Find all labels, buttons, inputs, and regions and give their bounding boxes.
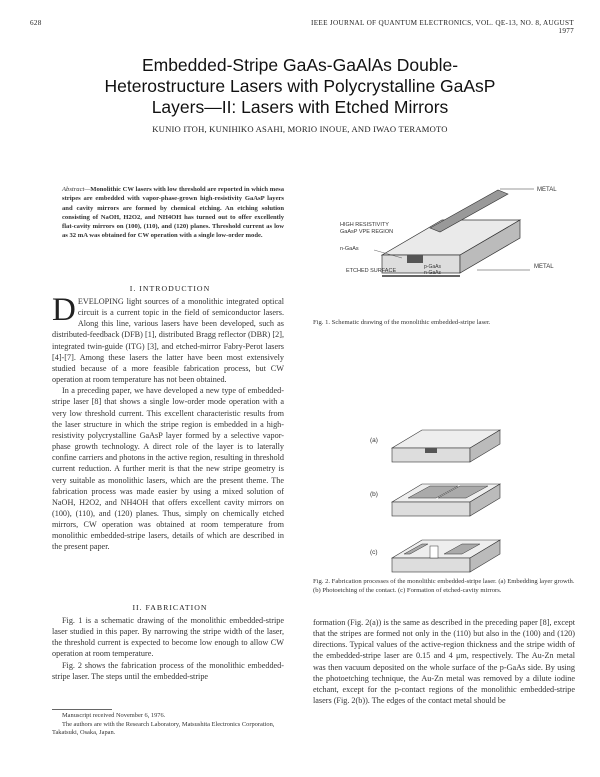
fabrication-paragraph-2: Fig. 2 shows the fabrication process of the monolithic embedded-stripe laser. The steps until the embedded-stripe (52, 660, 284, 681)
fig2a-stripe (425, 448, 437, 453)
fig2-label-a: (a) (370, 437, 378, 444)
paper-title (40, 55, 560, 118)
title-line-2: Heterostructure Lasers with Polycrystalline GaAsP (104, 76, 496, 96)
fig1-label-metal-bottom: METAL (534, 264, 554, 270)
title-line-3: Layers—II: Lasers with Etched Mirrors (151, 97, 449, 117)
footnote-affiliation: The authors are with the Research Laboratory, Matsushita Electronics Corporation, Takatsuki, Osaka, Japan. (52, 720, 275, 737)
footnote (52, 709, 284, 738)
drop-cap: D (52, 292, 76, 328)
section-heading-introduction: I. INTRODUCTION (129, 284, 211, 293)
fig2-label-b: (b) (370, 491, 378, 498)
intro-paragraph-2: In a preceding paper, we have developed a new type of embedded-stripe laser [8] that shows a single low-order mode operation with a very low threshold current. This excellent characteristic results from the laser structure in which the stripe region is embedded in a high-resistivity polycrystalline GaAsP layer formed by a selective vapor-phase growth technology. A direct role of the layer is to laterally confine carriers and photons in the active region, resulting in threshold current reduction. A further merit is that the new stripe geometry is very suitable as monolithic lasers, which are the present theme. The fabrication process was made easier by using a mixed solution of NaOH, H2O2, and NH4OH that offers excellent cavity mirrors on (100), (110), and (120) planes. Thus, simply on chemically etched mirrors, CW operation was obtained at room temperature from monolithic embedded-stripe lasers, details of which are described in the present paper. (52, 386, 284, 552)
fig2b-front (392, 502, 470, 516)
fig1-label-ngaas2: n-GaAs (424, 270, 441, 276)
section-heading-fabrication: II. FABRICATION (132, 603, 208, 612)
figure-1-laser-schematic (312, 180, 572, 310)
figure-1-caption: Fig. 1. Schematic drawing of the monolithic embedded-stripe laser. (313, 319, 491, 326)
abstract-text: Monolithic CW lasers with low threshold are reported in which mesa stripes are embedded with vapor-phase-grown high-resistivity GaAsP layers and cavity mirrors are formed by chemical etching. An etching solution consisting of NaOH, H2O2, and NH4OH has turned out to offer excellently flat-cavity mirrors on (100), (110), and (120) planes. Threshold current as low as 32 mA was obtained for CW operation with a single low-order mode. (62, 186, 284, 240)
fig1-label-high-res: HIGH RESISTIVITY (340, 222, 389, 228)
fig1-label-ngaas: n-GaAs (340, 246, 359, 252)
fig1-label-pgaas: p-GaAs (424, 264, 441, 270)
intro-paragraph-1: EVELOPING light sources of a monolithic integrated optical circuit is a current topic in the field of semiconductor lasers. Along this line, various lasers have been developed, such as distributed-feedback (DFB) [1], distributed Bragg reflector (DBR) [2], integrated twin-guide (ITG) [3], and etched-mirror Fabry-Perot lasers [4]-[7]. Among these lasers the latter have been most extensively studied because of a more feasible fabrication process, but CW operation at room temperature has not been obtained. (52, 297, 284, 385)
page-number: 628 (30, 19, 42, 27)
fig2c-front (392, 558, 470, 572)
fabrication-paragraph-1: Fig. 1 is a schematic drawing of the monolithic embedded-stripe laser studied in this paper. By narrowing the stripe width of the laser, the threshold current is expected to become low enough to allow CW operation at room temperature. (52, 616, 284, 659)
fig1-label-metal-top: METAL (537, 187, 557, 193)
footnote-rule (52, 709, 112, 710)
introduction-body (52, 292, 284, 553)
figure-2-caption: Fig. 2. Fabrication processes of the monolithic embedded-stripe laser. (a) Embedding layer growth. (b) Photoetching of the contact. (c) Formation of etched-cavity mirrors. (313, 578, 575, 594)
fabrication-continued: formation (Fig. 2(a)) is the same as described in the preceding paper [8], except that the stripes are formed not only in the (110) but also in the (100) and (120) directions. Typical values of the active-region thickness and the stripe width of the embedded-stripe laser are 0.15 and 4 μm, respectively. The Au-Zn metal was then vacuum deposited on the whole surface of the p-GaAs side. By using the photoetching technique, the Au-Zn metal was removed by a dilute iodine etchant, except for the p-contact regions of the monolithic embedded-stripe lasers (Fig. 2(b)). The edges of the contact metal should be (313, 618, 575, 706)
fig2-label-c: (c) (370, 549, 378, 556)
fig1-label-gaasp: GaAsP VPE REGION (340, 229, 394, 235)
fabrication-body (52, 615, 284, 682)
abstract-label: Abstract— (62, 186, 91, 193)
journal-header: IEEE JOURNAL OF QUANTUM ELECTRONICS, VOL. QE-13, NO. 8, AUGUST 1977 (311, 19, 574, 35)
column-2-body (313, 617, 575, 706)
abstract (62, 185, 284, 241)
fig1-stripe (407, 255, 423, 263)
fig2c-etched-groove (430, 546, 438, 558)
footnote-received: Manuscript received November 6, 1976. (62, 712, 166, 719)
author-list: KUNIO ITOH, KUNIHIKO ASAHI, MORIO INOUE, AND IWAO TERAMOTO (152, 124, 448, 134)
fig1-label-etched: ETCHED SURFACE (346, 268, 397, 274)
figure-2-fabrication-steps (330, 408, 550, 578)
title-line-1: Embedded-Stripe GaAs-GaAlAs Double- (141, 55, 459, 75)
